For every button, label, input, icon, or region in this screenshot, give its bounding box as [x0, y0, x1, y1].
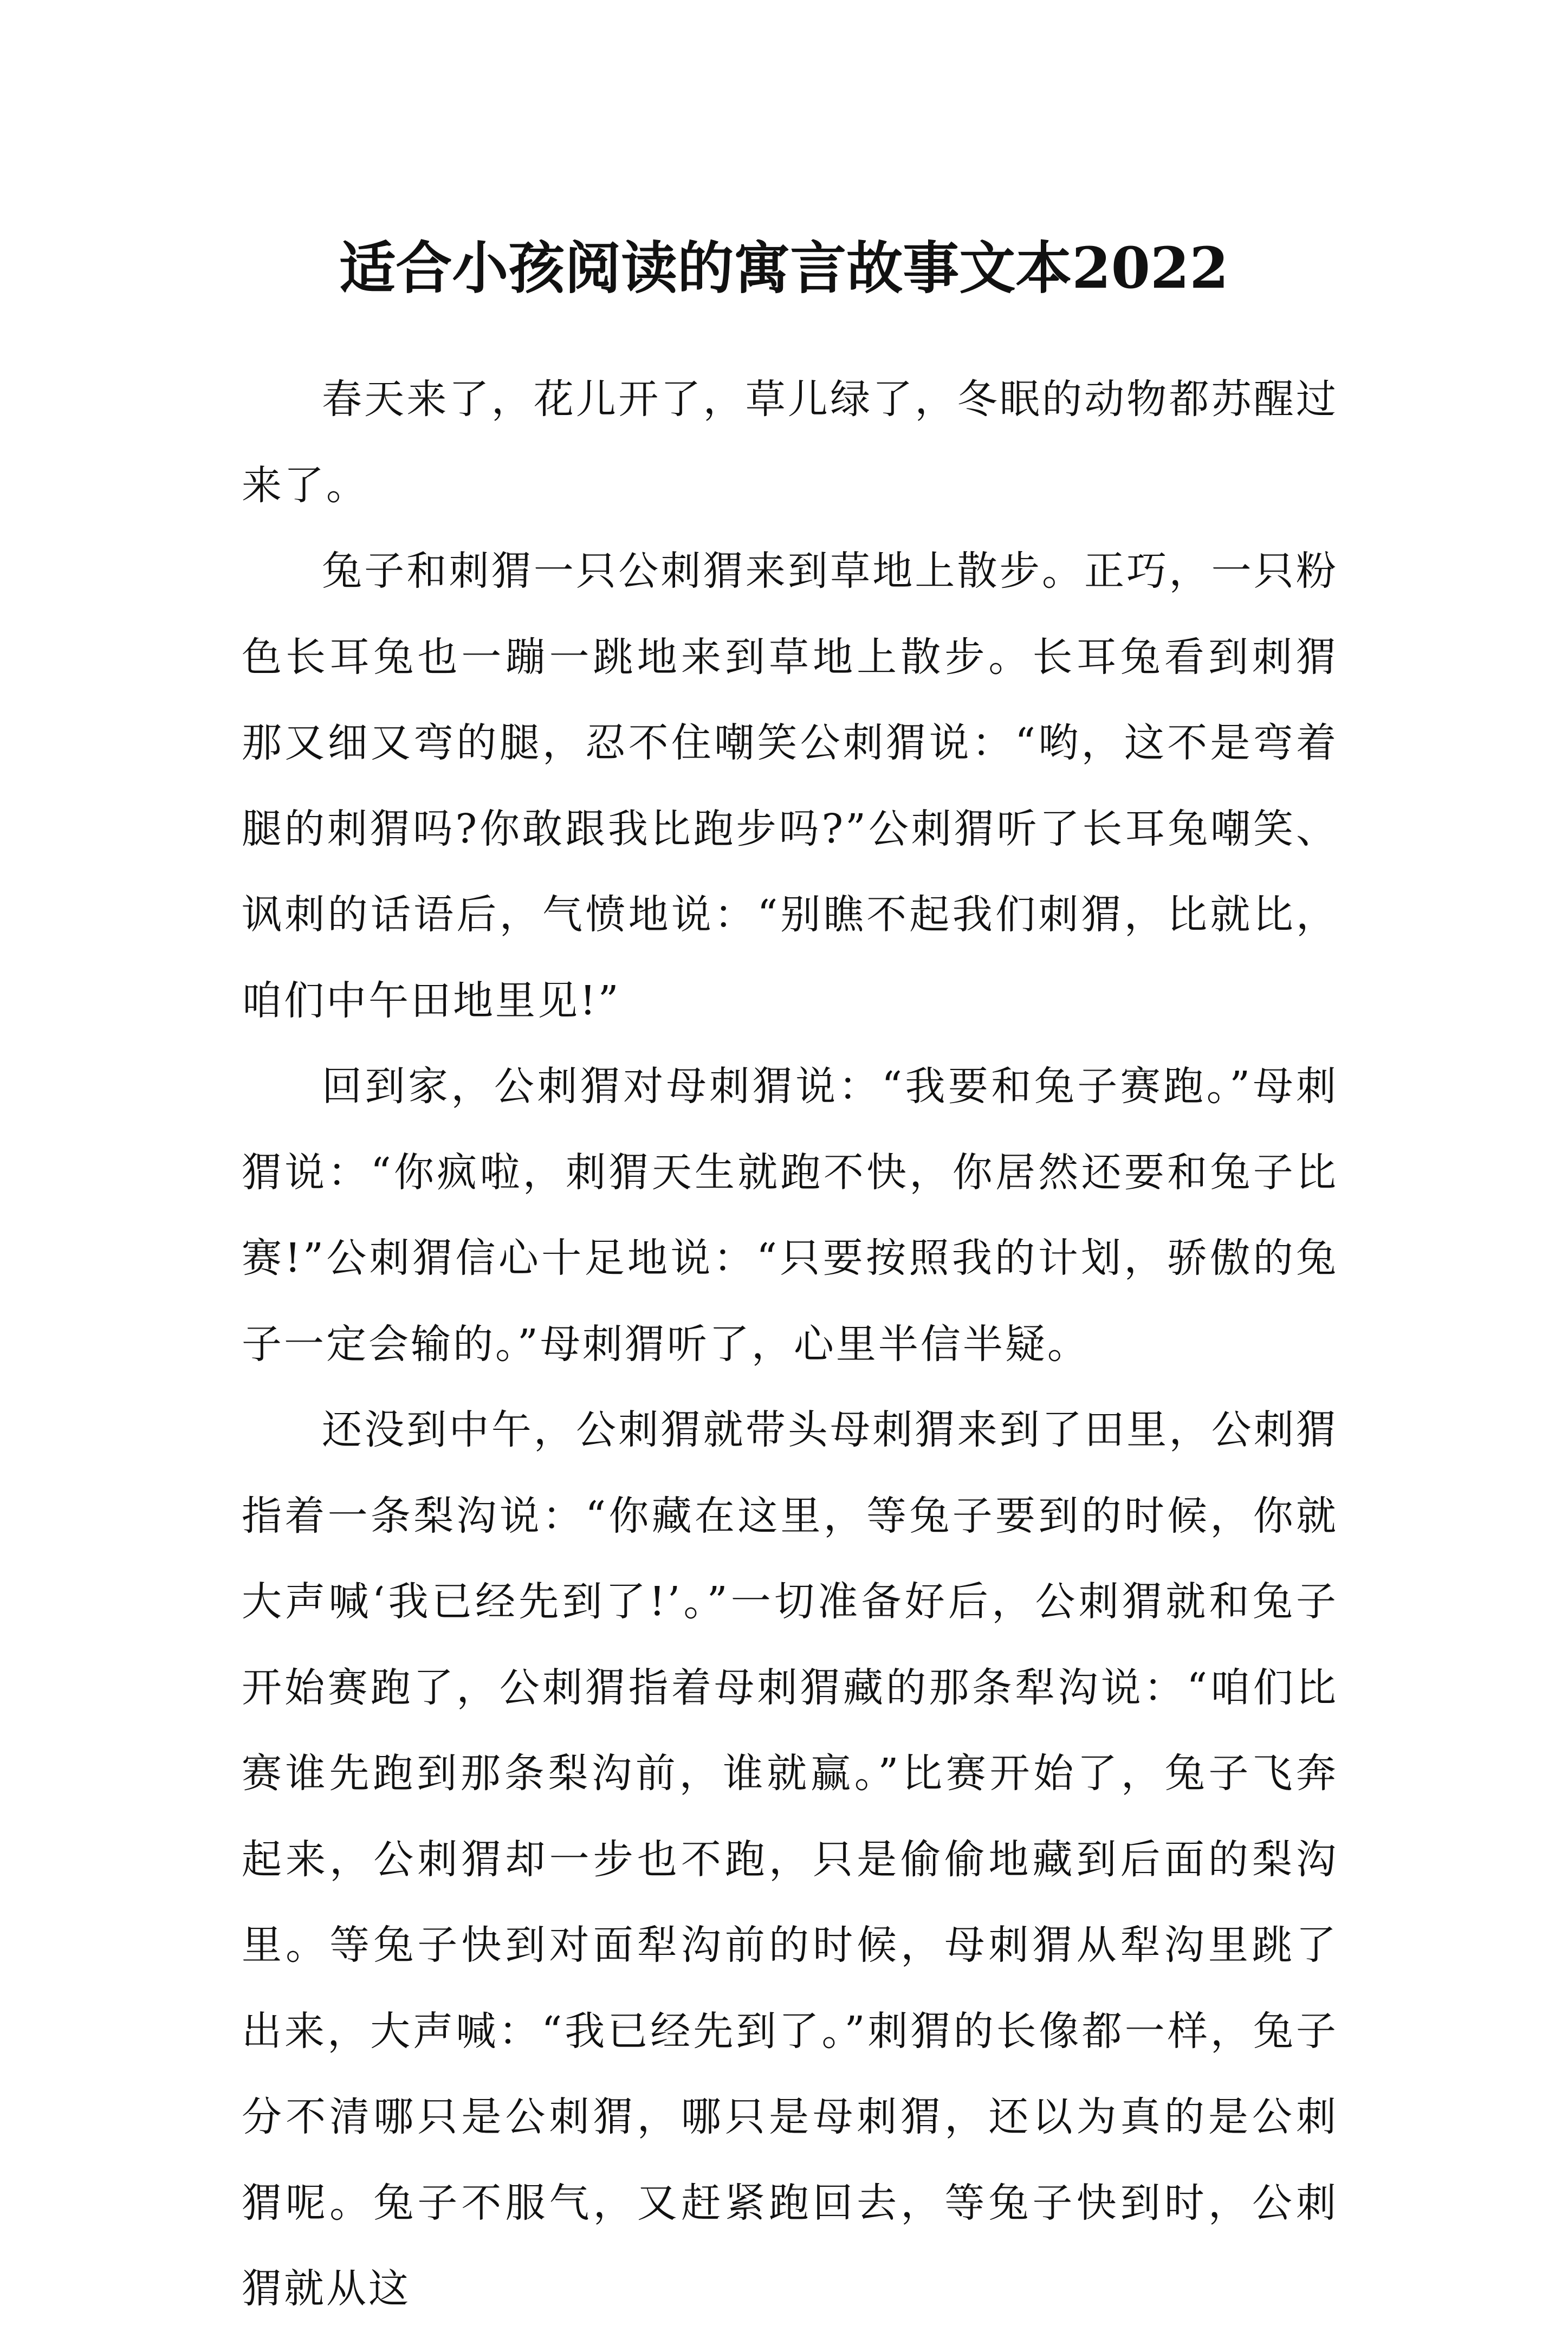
paragraph: 回到家，公刺猬对母刺猬说：“我要和兔子赛跑。”母刺猬说：“你疯啦，刺猬天生就跑不快，你居然还要和兔子比赛!”公刺猬信心十足地说：“只要按照我的计划，骄傲的兔子一定会输的。”母刺猬听了，心里半信半疑。 [242, 1063, 1338, 1368]
document-title: 适合小孩阅读的寓言故事文本2022 [339, 234, 1229, 301]
document-body [242, 357, 1338, 2332]
paragraph: 春天来了，花儿开了，草儿绿了，冬眠的动物都苏醒过来了。 [242, 376, 1338, 509]
paragraph: 还没到中午，公刺猬就带头母刺猬来到了田里，公刺猬指着一条梨沟说：“你藏在这里，等兔子要到的时候，你就大声喊‘我已经先到了!’。”一切准备好后，公刺猬就和兔子开始赛跑了，公刺猬指着母刺猬藏的那条犁沟说：“咱们比赛谁先跑到那条梨沟前，谁就赢。”比赛开始了，兔子飞奔起来，公刺猬却一步也不跑，只是偷偷地藏到后面的梨沟里。等兔子快到对面犁沟前的时候，母刺猬从犁沟里跳了出来，大声喊：“我已经先到了。”刺猬的长像都一样，兔子分不清哪只是公刺猬，哪只是母刺猬，还以为真的是公刺猬呢。兔子不服气，又赶紧跑回去，等兔子快到时，公刺猬就从这 [242, 1407, 1338, 2312]
paragraph: 兔子和刺猬一只公刺猬来到草地上散步。正巧，一只粉色长耳兔也一蹦一跳地来到草地上散步。长耳兔看到刺猬那又细又弯的腿，忍不住嘲笑公刺猬说：“哟，这不是弯着腿的刺猬吗?你敢跟我比跑步吗?”公刺猬听了长耳兔嘲笑、讽刺的话语后，气愤地说：“别瞧不起我们刺猬，比就比，咱们中午田地里见!” [242, 548, 1338, 1024]
